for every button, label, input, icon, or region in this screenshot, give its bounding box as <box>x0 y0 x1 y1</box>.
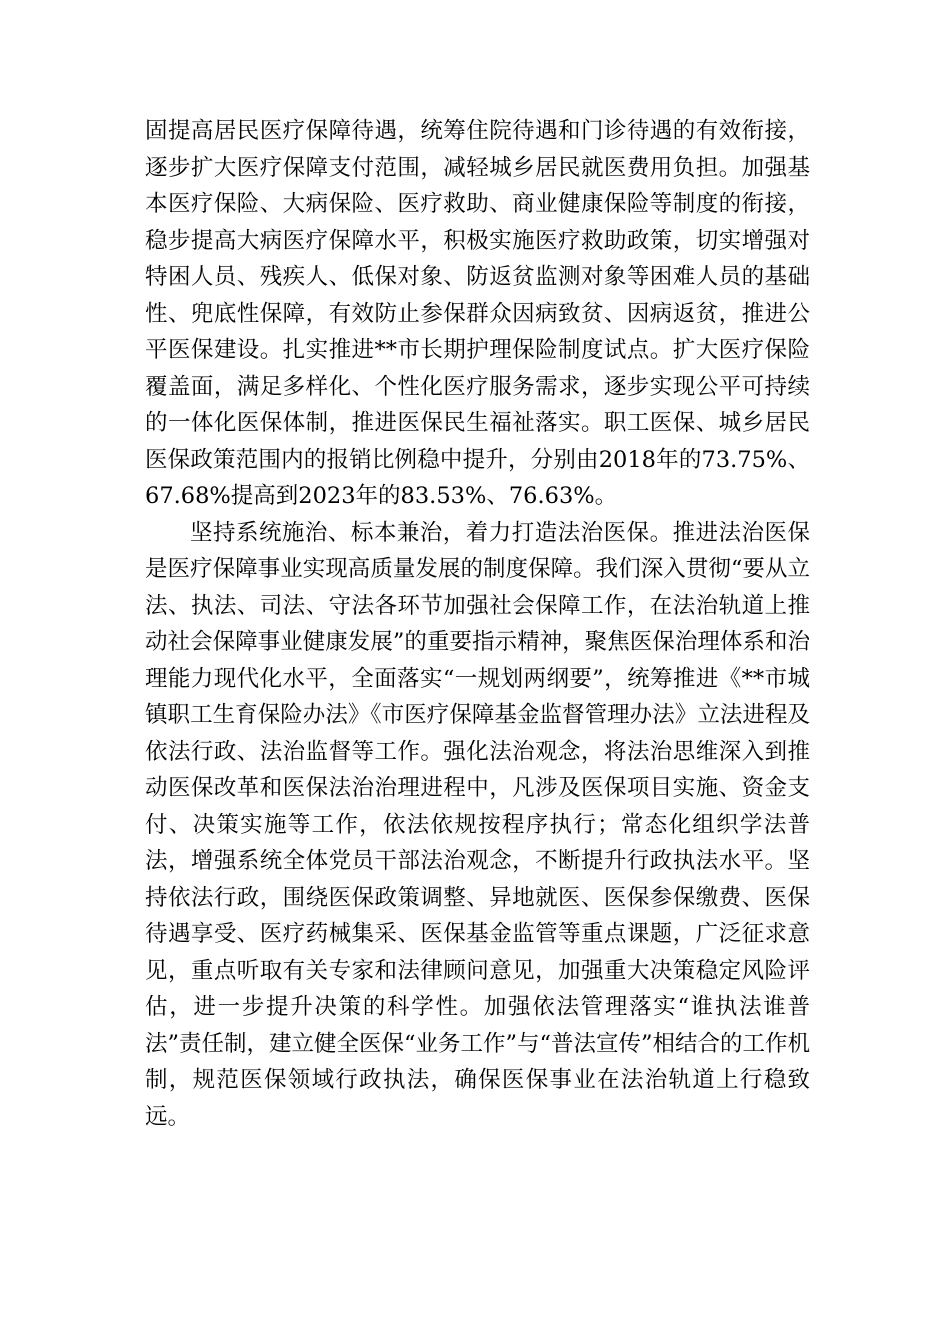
document-body <box>145 113 810 1135</box>
paragraph-rule-of-law-medical-insurance: 坚持系统施治、标本兼治，着力打造法治医保。推进法治医保是医疗保障事业实现高质量发展的制度保障。我们深入贯彻“要从立法、执法、司法、守法各环节加强社会保障工作，在法治轨道上推动社会保障事业健康发展”的重要指示精神，聚焦医保治理体系和治理能力现代化水平，全面落实“一规划两纲要”，统筹推进《**市城镇职工生育保险办法》《市医疗保障基金监督管理办法》立法进程及依法行政、法治监督等工作。强化法治观念，将法治思维深入到推动医保改革和医保法治治理进程中，凡涉及医保项目实施、资金支付、决策实施等工作，依法依规按程序执行；常态化组织学法普法，增强系统全体党员干部法治观念，不断提升行政执法水平。坚持依法行政，围绕医保政策调整、异地就医、医保参保缴费、医保待遇享受、医疗药械集采、医保基金监管等重点课题，广泛征求意见，重点听取有关专家和法律顾问意见，加强重大决策稳定风险评估，进一步提升决策的科学性。加强依法管理落实“谁执法谁普法”责任制，建立健全医保“业务工作”与“普法宣传”相结合的工作机制，规范医保领域行政执法，确保医保事业在法治轨道上行稳致远。 <box>145 519 811 1130</box>
paragraph-continuation: 固提高居民医疗保障待遇，统筹住院待遇和门诊待遇的有效衔接，逐步扩大医疗保障支付范围，减轻城乡居民就医费用负担。加强基本医疗保险、大病保险、医疗救助、商业健康保险等制度的衔接，稳步提高大病医疗保障水平，积极实施医疗救助政策，切实增强对特困人员、残疾人、低保对象、防返贫监测对象等困难人员的基础性、兜底性保障，有效防止参保群众因病致贫、因病返贫，推进公平医保建设。扎实推进**市长期护理保险制度试点。扩大医疗保险覆盖面，满足多样化、个性化医疗服务需求，逐步实现公平可持续的一体化医保体制，推进医保民生福祉落实。职工医保、城乡居民医保政策范围内的报销比例稳中提升，分别由2018年的73.75%、67.68%提高到2023年的83.53%、76.63%。 <box>145 118 810 509</box>
